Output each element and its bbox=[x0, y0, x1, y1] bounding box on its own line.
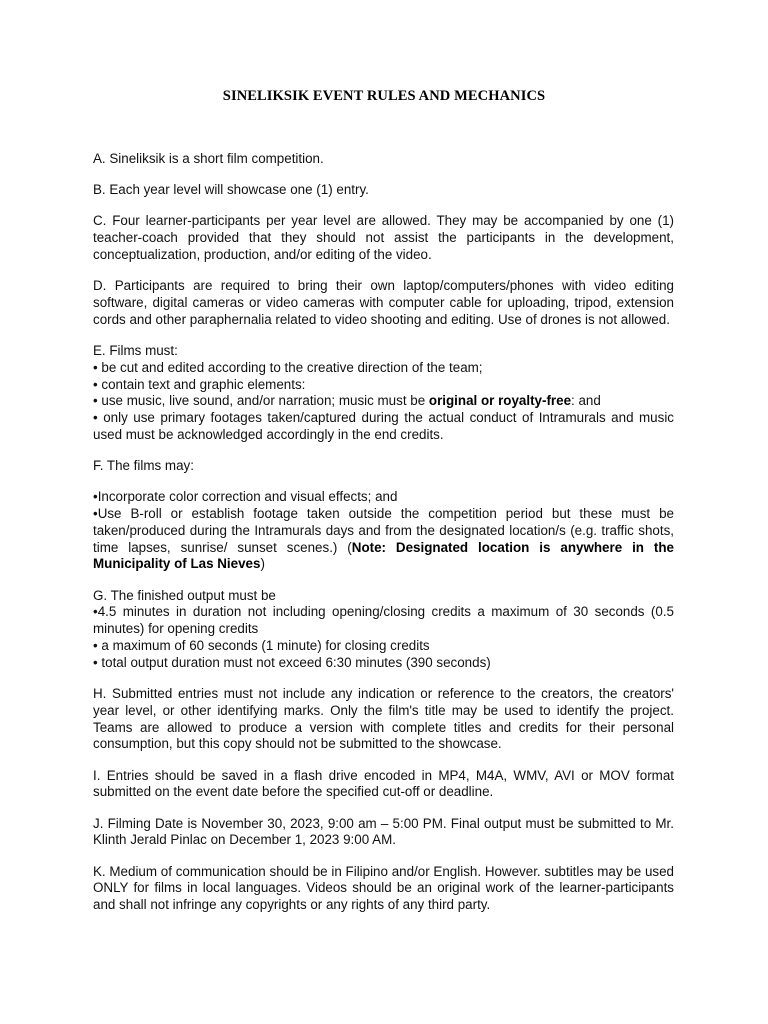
rule-e-bullet-4: • only use primary footages taken/captured during the actual conduct of Intramurals and music used must be acknowledged accordingly in the end credits. bbox=[93, 410, 674, 442]
rule-f-bullet-2 bbox=[93, 506, 674, 573]
rule-f-bullet-2-tail: ) bbox=[260, 556, 265, 572]
rule-e bbox=[93, 343, 674, 444]
rule-c: C. Four learner-participants per year level are allowed. They may be accompanied by one (1) teacher-coach provided that they should not assist the participants in the development, conceptualization, production, and/or editing of the video. bbox=[93, 213, 674, 262]
rule-i: I. Entries should be saved in a flash drive encoded in MP4, M4A, WMV, AVI or MOV format submitted on the event date before the specified cut-off or deadline. bbox=[93, 767, 674, 800]
rule-g-bullet-3: • total output duration must not exceed 6:30 minutes (390 seconds) bbox=[93, 654, 491, 670]
rule-g-heading: G. The finished output must be bbox=[93, 587, 276, 603]
rule-d: D. Participants are required to bring their own laptop/computers/phones with video editing software, digital cameras or video cameras with computer cable for uploading, tripod, extension cords and other paraphernalia related to video shooting and editing. Use of drones is not allowed. bbox=[93, 278, 674, 327]
rule-f-bullet-2-note: Note: Designated location is anywhere in the Municipality of Las Nieves bbox=[93, 539, 675, 572]
rules-body bbox=[93, 151, 674, 914]
rule-f-bullet-1: •Incorporate color correction and visual effects; and bbox=[93, 489, 398, 505]
rule-e-bullet-3-emphasis: original or royalty-free bbox=[428, 393, 572, 409]
rule-k: K. Medium of communication should be in Filipino and/or English. However. subtitles may be used ONLY for films in local languages. Videos should be an original work of the learner-participants and shall not infringe any copyrights or any rights of any third party. bbox=[93, 863, 674, 913]
rule-g bbox=[93, 588, 674, 672]
rule-e-bullet-3-tail: : and bbox=[571, 393, 601, 409]
rule-g-bullet-1: •4.5 minutes in duration not including opening/closing credits a maximum of 30 seconds (0.5 minutes) for opening credits bbox=[93, 604, 674, 637]
rule-f-bullet-2-text: •Use B-roll or establish footage taken outside the competition period but these must be taken/produced during the Intramurals days and from the designated location/s (e.g. traffic shots, time lapses, sunrise/ sunset scenes.) ( bbox=[93, 506, 674, 555]
document-title: SINELIKSIK EVENT RULES AND MECHANICS bbox=[222, 88, 546, 104]
rule-e-heading: E. Films must: bbox=[93, 342, 178, 358]
rule-e-bullet-1: • be cut and edited according to the creative direction of the team; bbox=[93, 359, 483, 375]
rule-h: H. Submitted entries must not include any indication or reference to the creators, the creators' year level, or other identifying marks. Only the film's title may be used to identify the project. Teams are allowed to produce a version with complete titles and credits for their personal consumption, but this copy should not be submitted to the showcase. bbox=[93, 686, 674, 752]
rule-f bbox=[93, 458, 674, 573]
rule-e-bullet-3 bbox=[93, 393, 674, 410]
rule-e-bullet-3-text: • use music, live sound, and/or narration; music must be bbox=[93, 393, 429, 409]
rule-f-heading: F. The films may: bbox=[93, 458, 194, 474]
rule-j: J. Filming Date is November 30, 2023, 9:00 am – 5:00 PM. Final output must be submitted to Mr. Klinth Jerald Pinlac on December 1, 2023 9:00 AM. bbox=[93, 815, 674, 848]
rule-a: A. Sineliksik is a short film competition. bbox=[93, 151, 324, 166]
rule-b: B. Each year level will showcase one (1) entry. bbox=[93, 182, 369, 198]
rule-e-bullet-2: • contain text and graphic elements: bbox=[93, 376, 306, 392]
rule-g-bullet-2: • a maximum of 60 seconds (1 minute) for closing credits bbox=[93, 638, 430, 654]
